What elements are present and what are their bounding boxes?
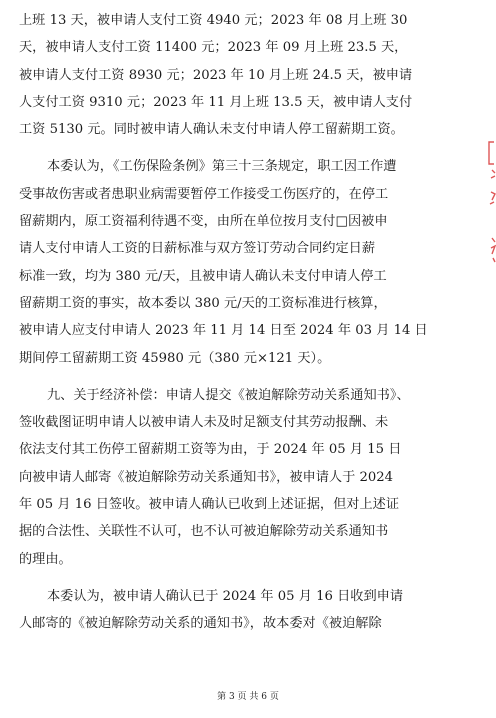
paragraph-start: 本委认为，《工伤保险条例》第三十三条规定，职工因工作遭	[47, 159, 397, 175]
text-line: 被申请人支付工资 8930 元；2023 年 10 月上班 24.5 天，被申请	[19, 67, 413, 83]
page-number-footer: 第 3 页 共 6 页	[217, 692, 279, 702]
text-line: 被申请人应支付申请人 2023 年 11 月 14 日至 2024 年 03 月 14 日	[19, 323, 428, 339]
text-line: 签收截图证明申请人以被申请人未及时足额支付其劳动报酬、未	[19, 415, 389, 431]
text-line: 人邮寄的《被迫解除劳动关系的通知书》，故本委对《被迫解除	[19, 616, 382, 632]
text-line: 标准一致，均为 380 元/天，且被申请人确认未支付申请人停工	[19, 268, 387, 284]
text-line: 请人支付申请人工资的日薪标准与双方签订劳动合同约定日薪	[19, 241, 376, 257]
text-line: 上班 13 天，被申请人支付工资 4940 元；2023 年 08 月上班 30	[19, 13, 408, 28]
text-line: 期间停工留薪期工资 45980 元（380 元×121 天）。	[19, 350, 331, 366]
text-line: 留薪期工资的事实，故本委以 380 元/天的工资标准进行核算，	[19, 295, 387, 311]
text-line: 受事故伤害或者患职业病需要暂停工作接受工伤医疗的，在停工	[19, 186, 389, 202]
text-line: 的理由。	[19, 551, 72, 567]
text-line: 留薪期内，原工资福利待遇不变，由所在单位按月支付□因被申	[19, 214, 388, 230]
section-heading-line: 九、关于经济补偿：申请人提交《被迫解除劳动关系通知书》、	[47, 387, 410, 403]
text-line: 依法支付其工伤停工留薪期工资等为由，于 2024 年 05 月 15 日	[19, 442, 402, 458]
text-line: 据的合法性、关联性不认可，也不认可被迫解除劳动关系通知书	[19, 524, 389, 540]
text-line: 工资 5130 元。同时被申请人确认未支付申请人停工留薪期工资。	[19, 122, 404, 138]
text-line: 年 05 月 16 日签收。被申请人确认已收到上述证据，但对上述证	[19, 497, 400, 513]
text-line: 天，被申请人支付工资 11400 元；2023 年 09 月上班 23.5 天，	[19, 40, 408, 56]
document-body	[19, 7, 471, 638]
text-line: 人支付工资 9310 元；2023 年 11 月上班 13.5 天，被申请人支付	[19, 94, 413, 110]
paragraph-start: 本委认为，被申请人确认已于 2024 年 05 月 16 日收到申请	[47, 588, 404, 604]
seal-stamp-fragment	[482, 138, 496, 288]
text-line: 向被申请人邮寄《被迫解除劳动关系通知书》，被申请人于 2024	[19, 469, 394, 485]
